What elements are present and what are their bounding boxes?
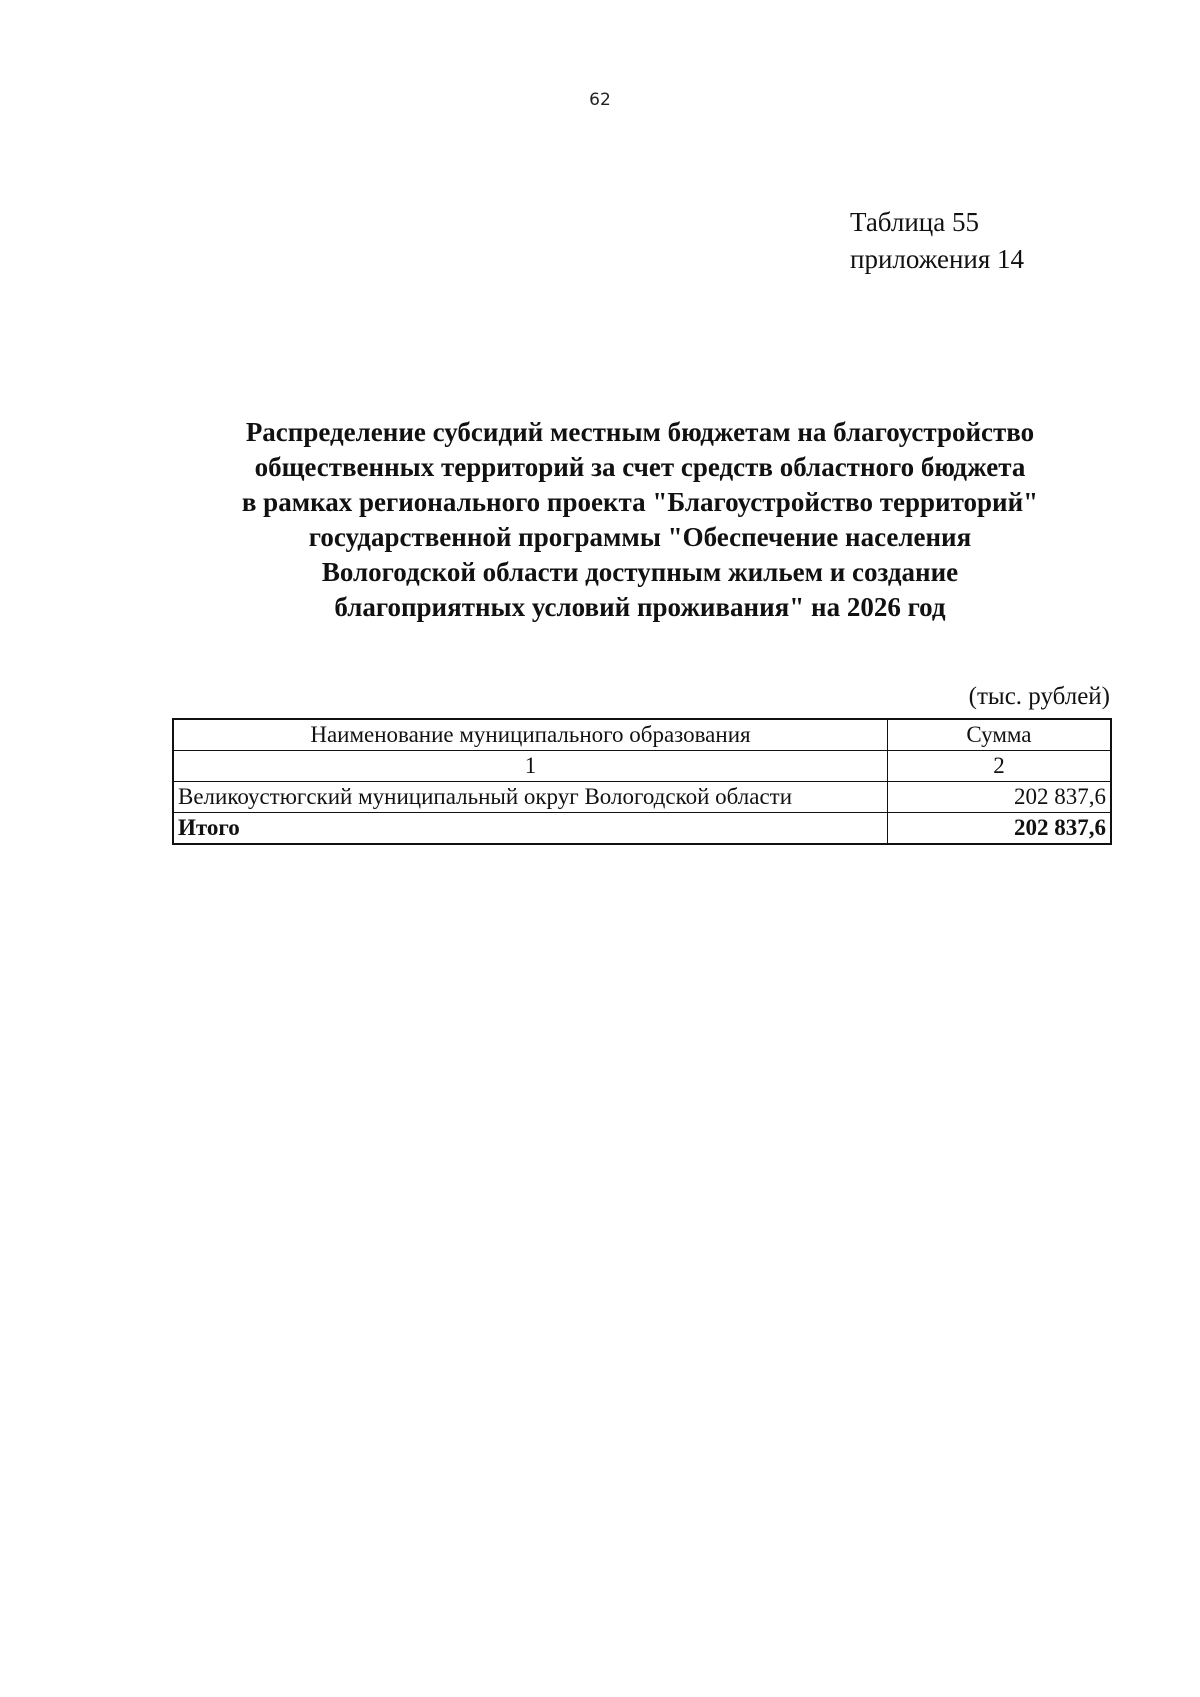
total-amount: 202 837,6 bbox=[887, 813, 1111, 845]
title-line: Вологодской области доступным жильем и создание bbox=[321, 557, 959, 587]
municipality-amount: 202 837,6 bbox=[887, 782, 1111, 813]
column-number-1: 1 bbox=[173, 751, 887, 782]
table-row bbox=[173, 782, 1111, 813]
document-title bbox=[170, 415, 1110, 625]
title-line: благоприятных условий проживания" на 2026 год bbox=[334, 592, 946, 622]
municipality-name: Великоустюгский муниципальный округ Вологодской области bbox=[173, 782, 887, 813]
page-number: 62 bbox=[589, 90, 611, 110]
total-label: Итого bbox=[173, 813, 887, 845]
table-reference-appendix: приложения 14 bbox=[850, 244, 1025, 274]
total-row bbox=[173, 813, 1111, 845]
column-number-2: 2 bbox=[887, 751, 1111, 782]
column-header-amount: Сумма bbox=[887, 719, 1111, 751]
table-header-row bbox=[173, 719, 1111, 751]
title-line: Распределение субсидий местным бюджетам на благоустройство bbox=[245, 417, 1035, 447]
column-number-row bbox=[173, 751, 1111, 782]
title-line: общественных территорий за счет средств областного бюджета bbox=[254, 452, 1026, 482]
column-header-name: Наименование муниципального образования bbox=[173, 719, 887, 751]
table-reference-number: Таблица 55 bbox=[850, 207, 979, 237]
subsidy-table bbox=[172, 718, 1112, 845]
units-label: (тыс. рублей) bbox=[968, 683, 1110, 710]
title-line: в рамках регионального проекта "Благоустройство территорий" bbox=[241, 487, 1039, 517]
table-reference bbox=[850, 204, 1024, 278]
title-line: государственной программы "Обеспечение населения bbox=[308, 522, 972, 552]
